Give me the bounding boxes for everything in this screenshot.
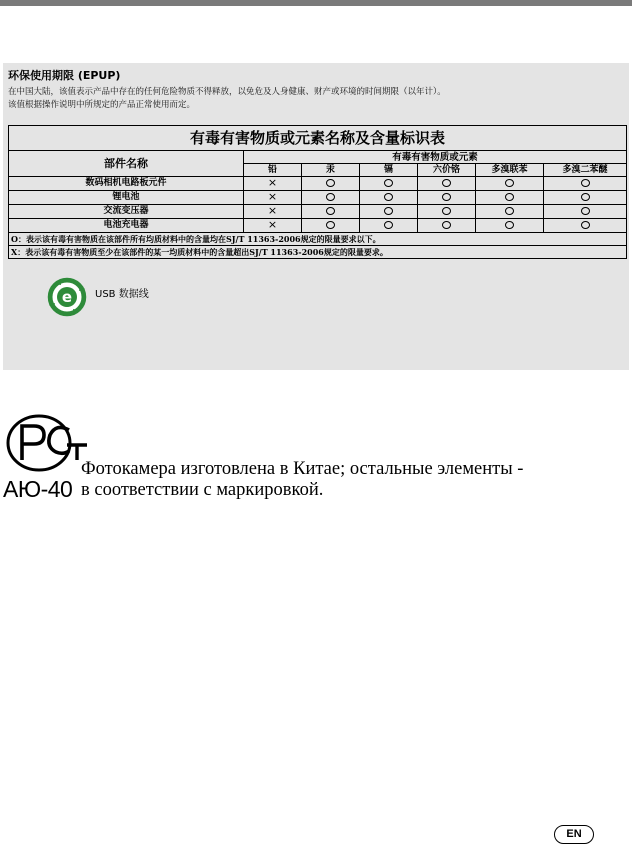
- o-mark: [442, 207, 451, 215]
- x-mark: ×: [267, 190, 278, 203]
- table-title: 有毒有害物质或元素名称及含量标识表: [9, 126, 627, 151]
- column-header: 六价铬: [418, 164, 476, 177]
- o-mark: [505, 193, 514, 201]
- mark-cell: [418, 191, 476, 205]
- mark-cell: [476, 177, 544, 191]
- table-row: [9, 219, 627, 233]
- o-mark: [326, 193, 335, 201]
- epup-description-line-1: 在中国大陆，该值表示产品中存在的任何危险物质不得释放，以免危及人身健康、财产或环境的时间期限（以年计）。: [8, 87, 446, 97]
- o-mark: [384, 179, 393, 187]
- mark-cell: [302, 205, 360, 219]
- mark-cell: [302, 177, 360, 191]
- mark-cell: [302, 219, 360, 233]
- environmental-recycling-logo: [47, 277, 87, 317]
- mark-cell: [244, 205, 302, 219]
- column-header: 多溴联苯: [476, 164, 544, 177]
- top-rule: [0, 0, 632, 6]
- column-header: 镉: [360, 164, 418, 177]
- x-mark: ×: [267, 218, 278, 231]
- pct-certification-logo: [6, 414, 90, 474]
- x-mark: ×: [267, 176, 278, 189]
- column-header: 铅: [244, 164, 302, 177]
- mark-cell: [244, 219, 302, 233]
- o-mark: [384, 207, 393, 215]
- part-name-cell: 电池充电器: [9, 219, 244, 233]
- note-x: X：表示该有毒有害物质至少在该部件的某一均质材料中的含量超出SJ/T 11363-2006规定的限量要求。: [9, 246, 627, 259]
- o-mark: [581, 207, 590, 215]
- o-mark: [442, 221, 451, 229]
- column-header: 多溴二苯醚: [544, 164, 627, 177]
- epup-heading: 环保使用期限 (EPUP): [8, 69, 121, 82]
- mark-cell: [302, 191, 360, 205]
- mark-cell: [476, 205, 544, 219]
- column-header: 汞: [302, 164, 360, 177]
- o-mark: [442, 179, 451, 187]
- o-mark: [505, 221, 514, 229]
- certification-code: АЮ-40: [3, 476, 73, 502]
- part-name-cell: 锂电池: [9, 191, 244, 205]
- o-mark: [581, 193, 590, 201]
- mark-cell: [360, 177, 418, 191]
- table-row: [9, 191, 627, 205]
- language-badge: EN: [554, 825, 594, 844]
- mark-cell: [360, 191, 418, 205]
- eco-logo-label: USB 数据线: [95, 289, 149, 300]
- part-name-cell: 数码相机电路板元件: [9, 177, 244, 191]
- mark-cell: [544, 177, 627, 191]
- o-mark: [505, 207, 514, 215]
- o-mark: [384, 193, 393, 201]
- table-row: [9, 205, 627, 219]
- mark-cell: [476, 219, 544, 233]
- svg-text:e: e: [61, 288, 73, 306]
- o-mark: [326, 221, 335, 229]
- o-mark: [505, 179, 514, 187]
- mark-cell: [418, 177, 476, 191]
- o-mark: [581, 221, 590, 229]
- x-mark: ×: [267, 204, 278, 217]
- russian-text-line-1: Фотокамера изготовлена в Китае; остальные элементы -: [81, 459, 524, 479]
- o-mark: [326, 179, 335, 187]
- o-mark: [326, 207, 335, 215]
- mark-cell: [544, 191, 627, 205]
- mark-cell: [418, 219, 476, 233]
- note-o: O：表示该有毒有害物质在该部件所有均质材料中的含量均在SJ/T 11363-2006规定的限量要求以下。: [9, 233, 627, 246]
- o-mark: [384, 221, 393, 229]
- mark-cell: [418, 205, 476, 219]
- o-mark: [442, 193, 451, 201]
- mark-cell: [476, 191, 544, 205]
- mark-cell: [544, 205, 627, 219]
- part-name-header: 部件名称: [9, 151, 244, 177]
- mark-cell: [544, 219, 627, 233]
- table-row: [9, 177, 627, 191]
- epup-panel: [3, 63, 629, 370]
- o-mark: [581, 179, 590, 187]
- part-name-cell: 交流变压器: [9, 205, 244, 219]
- hazardous-substances-table: [8, 125, 627, 259]
- russian-text-line-2: в соответствии с маркировкой.: [81, 480, 324, 500]
- epup-description-line-2: 该值根据操作说明中所规定的产品正常使用而定。: [8, 100, 196, 110]
- substance-group-header: 有毒有害物质或元素: [244, 151, 627, 164]
- mark-cell: [360, 205, 418, 219]
- mark-cell: [244, 191, 302, 205]
- mark-cell: [244, 177, 302, 191]
- mark-cell: [360, 219, 418, 233]
